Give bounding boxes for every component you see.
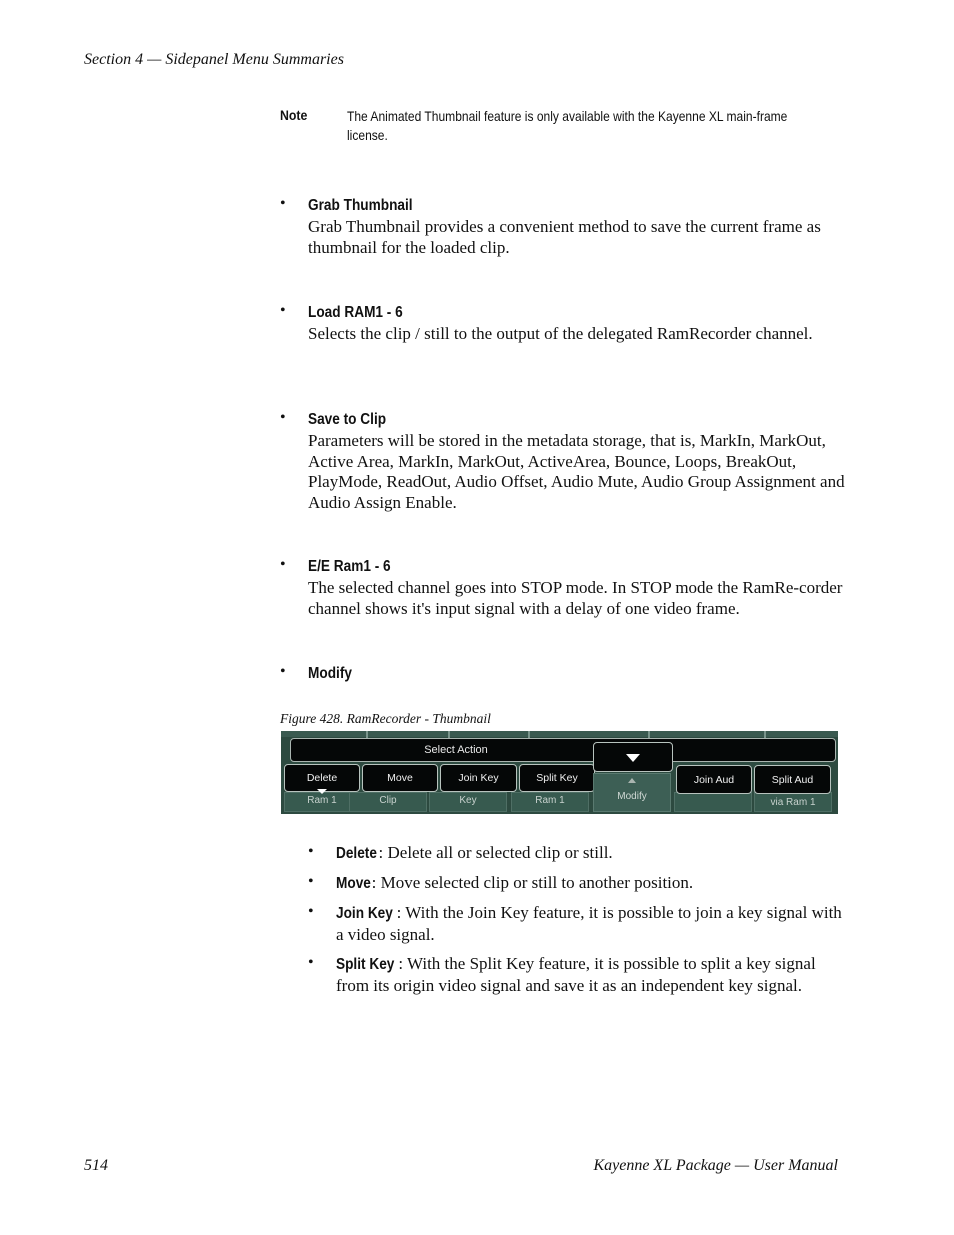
section-header: Section 4 — Sidepanel Menu Summaries bbox=[84, 51, 344, 68]
triangle-up-icon bbox=[628, 778, 636, 783]
divider bbox=[528, 731, 530, 738]
page-number: 514 bbox=[84, 1157, 108, 1174]
lower-label bbox=[674, 792, 752, 812]
sub-text: : With the Split Key feature, it is possible to split a key signal from its origin video signal and save it as an independent key signal. bbox=[336, 954, 816, 995]
move-button[interactable]: Move bbox=[362, 764, 438, 792]
bullet-icon: • bbox=[280, 302, 286, 319]
bullet-icon: • bbox=[308, 903, 314, 920]
divider bbox=[764, 731, 766, 738]
list-item bbox=[308, 663, 853, 685]
join-key-button[interactable]: Join Key bbox=[440, 764, 517, 792]
divider bbox=[448, 731, 450, 738]
modify-label: Modify bbox=[617, 791, 647, 802]
bullet-icon: • bbox=[280, 409, 286, 426]
item-title: Save to Clip bbox=[308, 411, 387, 428]
divider bbox=[366, 731, 368, 738]
list-item bbox=[336, 873, 851, 895]
note-text: The Animated Thumbnail feature is only available with the Kayenne XL main-frame license. bbox=[347, 108, 788, 143]
lower-label: Key bbox=[429, 792, 507, 812]
bullet-icon: • bbox=[308, 873, 314, 890]
bullet-icon: • bbox=[280, 556, 286, 573]
list-item bbox=[336, 843, 851, 865]
bullet-icon: • bbox=[280, 663, 286, 680]
bullet-icon: • bbox=[308, 954, 314, 971]
delete-button[interactable]: Delete bbox=[284, 764, 360, 792]
item-title: Load RAM1 - 6 bbox=[308, 304, 403, 321]
item-title: Modify bbox=[308, 665, 352, 682]
lower-label: Clip bbox=[349, 792, 427, 812]
split-aud-button[interactable]: Split Aud bbox=[754, 765, 831, 794]
list-item bbox=[336, 954, 851, 997]
split-key-button[interactable]: Split Key bbox=[519, 764, 595, 792]
figure-caption: Figure 428. RamRecorder - Thumbnail bbox=[280, 711, 491, 726]
sub-text: : With the Join Key feature, it is possible to join a key signal with a video signal. bbox=[336, 903, 842, 944]
sub-term: Delete bbox=[336, 845, 377, 862]
item-body: The selected channel goes into STOP mode. In STOP mode the RamRe-corder channel shows it's input signal with a delay of one video frame. bbox=[308, 577, 843, 618]
select-action-label: Select Action bbox=[424, 744, 488, 756]
footer-title: Kayenne XL Package — User Manual bbox=[593, 1157, 838, 1174]
sub-text: : Move selected clip or still to another position. bbox=[371, 873, 694, 892]
bullet-icon: • bbox=[308, 843, 314, 860]
list-item bbox=[308, 409, 853, 514]
triangle-down-icon bbox=[626, 754, 640, 762]
item-title: Grab Thumbnail bbox=[308, 197, 413, 214]
select-action-bar[interactable] bbox=[290, 738, 836, 762]
item-body: Grab Thumbnail provides a convenient method to save the current frame as thumbnail for the loaded clip. bbox=[308, 216, 821, 257]
top-strip bbox=[281, 731, 838, 737]
join-aud-button[interactable]: Join Aud bbox=[676, 765, 752, 794]
modify-button[interactable] bbox=[593, 773, 671, 812]
ramrecorder-panel-figure bbox=[281, 731, 838, 814]
sub-term: Split Key bbox=[336, 956, 395, 973]
list-item bbox=[308, 302, 853, 345]
divider bbox=[648, 731, 650, 738]
item-title: E/E Ram1 - 6 bbox=[308, 558, 391, 575]
triangle-down-icon bbox=[317, 789, 327, 794]
lower-label: Ram 1 bbox=[284, 792, 360, 812]
sub-term: Move bbox=[336, 875, 371, 892]
dropdown-button[interactable] bbox=[593, 742, 673, 772]
item-body: Selects the clip / still to the output of the delegated RamRecorder channel. bbox=[308, 323, 813, 343]
bullet-icon: • bbox=[280, 195, 286, 212]
sub-text: : Delete all or selected clip or still. bbox=[378, 843, 613, 862]
lower-label: Ram 1 bbox=[511, 792, 589, 812]
lower-label: via Ram 1 bbox=[754, 792, 832, 812]
list-item bbox=[308, 195, 853, 258]
list-item bbox=[336, 903, 851, 946]
list-item bbox=[308, 556, 853, 619]
note-label: Note bbox=[280, 107, 308, 123]
item-body: Parameters will be stored in the metadata storage, that is, MarkIn, MarkOut, Active Area, MarkIn, MarkOut, ActiveArea, Bounce, Loops, BreakOut, PlayMode, ReadOut, Audio Offset, Audio Mute, Audio Group Assignment and Audio Assign Enable. bbox=[308, 430, 845, 513]
sub-term: Join Key bbox=[336, 905, 393, 922]
